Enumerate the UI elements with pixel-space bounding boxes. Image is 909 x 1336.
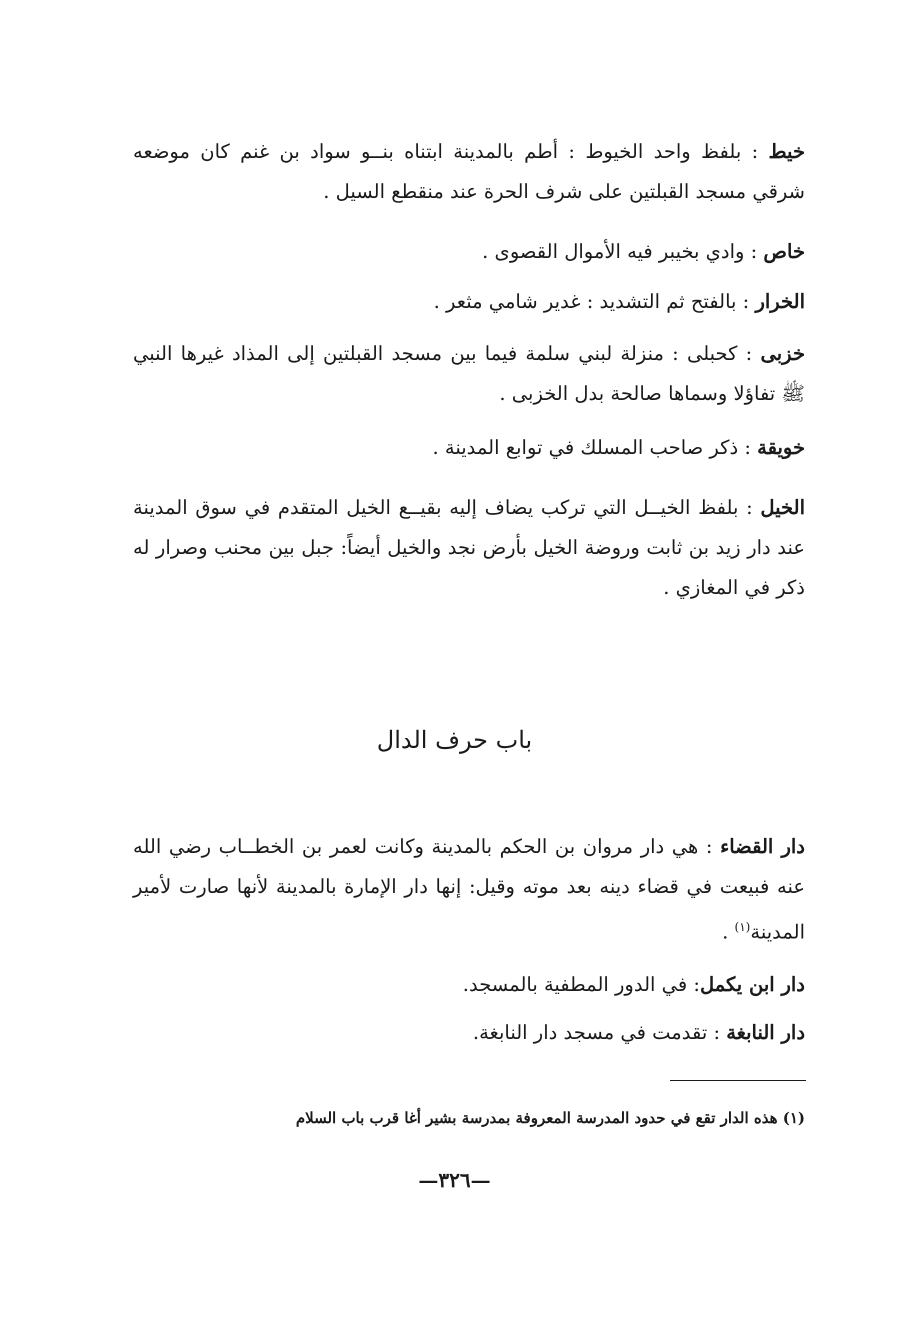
entry-text: : هي دار مروان بن الحكم بالمدينة وكانت لعمر بن الخطــاب رضي الله عنه فبيعت في قضاء دينه بعد موته وقيل: إنها دار الإمارة بالمدينة لأنها صارت لأمير المدينة — [133, 835, 805, 944]
entry-alkharrar — [133, 282, 805, 322]
entry-term: الخرار — [755, 290, 805, 313]
entry-khayt — [133, 132, 805, 212]
entry-term: خيط — [768, 140, 805, 163]
section-title: باب حرف الدال — [376, 726, 533, 754]
entry-text: : كحبلى : منزلة لبني سلمة فيما بين مسجد القبلتين إلى المذاد غيرها النبي ﷺ تفاؤلا وسماها صالحة بدل الخزبى . — [133, 342, 805, 405]
entry-term: دار القضاء — [720, 835, 805, 858]
entry-dar-alnabigha — [133, 1013, 805, 1053]
entry-dar-ibn-yakmal — [133, 965, 805, 1005]
entry-khas — [133, 232, 805, 272]
entry-dar-alqada — [133, 827, 805, 953]
entry-text: : وادي بخيبر فيه الأموال القصوى . — [482, 240, 764, 263]
entry-text: : بالفتح ثم التشديد : غدير شامي مثعر . — [433, 290, 756, 313]
entry-khuwayqa — [133, 428, 805, 468]
entry-term: دار النابغة — [726, 1021, 805, 1044]
footnote: (١) هذه الدار تقع في حدود المدرسة المعروفة بمدرسة بشير أغا قرب باب السلام — [295, 1109, 805, 1127]
entry-term: الخيل — [760, 496, 805, 519]
footnote-reference: (١) — [734, 920, 751, 934]
entry-term: خاص — [763, 240, 805, 263]
page-number: —٣٢٦— — [418, 1168, 491, 1192]
entry-term: دار ابن يكمل — [699, 973, 805, 996]
footnote-divider — [670, 1080, 806, 1081]
entry-khazba — [133, 334, 805, 414]
entry-term: خويقة — [757, 436, 805, 459]
entry-end: . — [722, 920, 735, 944]
entry-term: خزبى — [760, 342, 805, 365]
entry-text: : بلفظ واحد الخيوط : أطم بالمدينة ابتناه بنــو سواد بن غنم كان موضعه شرقي مسجد القبلتين على شرف الحرة عند منقطع السيل . — [133, 140, 805, 203]
entry-alkhayl — [133, 488, 805, 608]
entry-text: : ذكر صاحب المسلك في توابع المدينة . — [432, 436, 758, 459]
entry-text: : تقدمت في مسجد دار النابغة. — [472, 1021, 727, 1044]
entry-text: : بلفظ الخيــل التي تركب يضاف إليه بقيــع الخيل المتقدم في سوق المدينة عند دار زيد بن ثابت وروضة الخيل بأرض نجد والخيل أيضاً: جبل بين محنب وصرار له ذكر في المغازي . — [133, 496, 805, 599]
entry-text: : في الدور المطفية بالمسجد. — [462, 973, 700, 996]
